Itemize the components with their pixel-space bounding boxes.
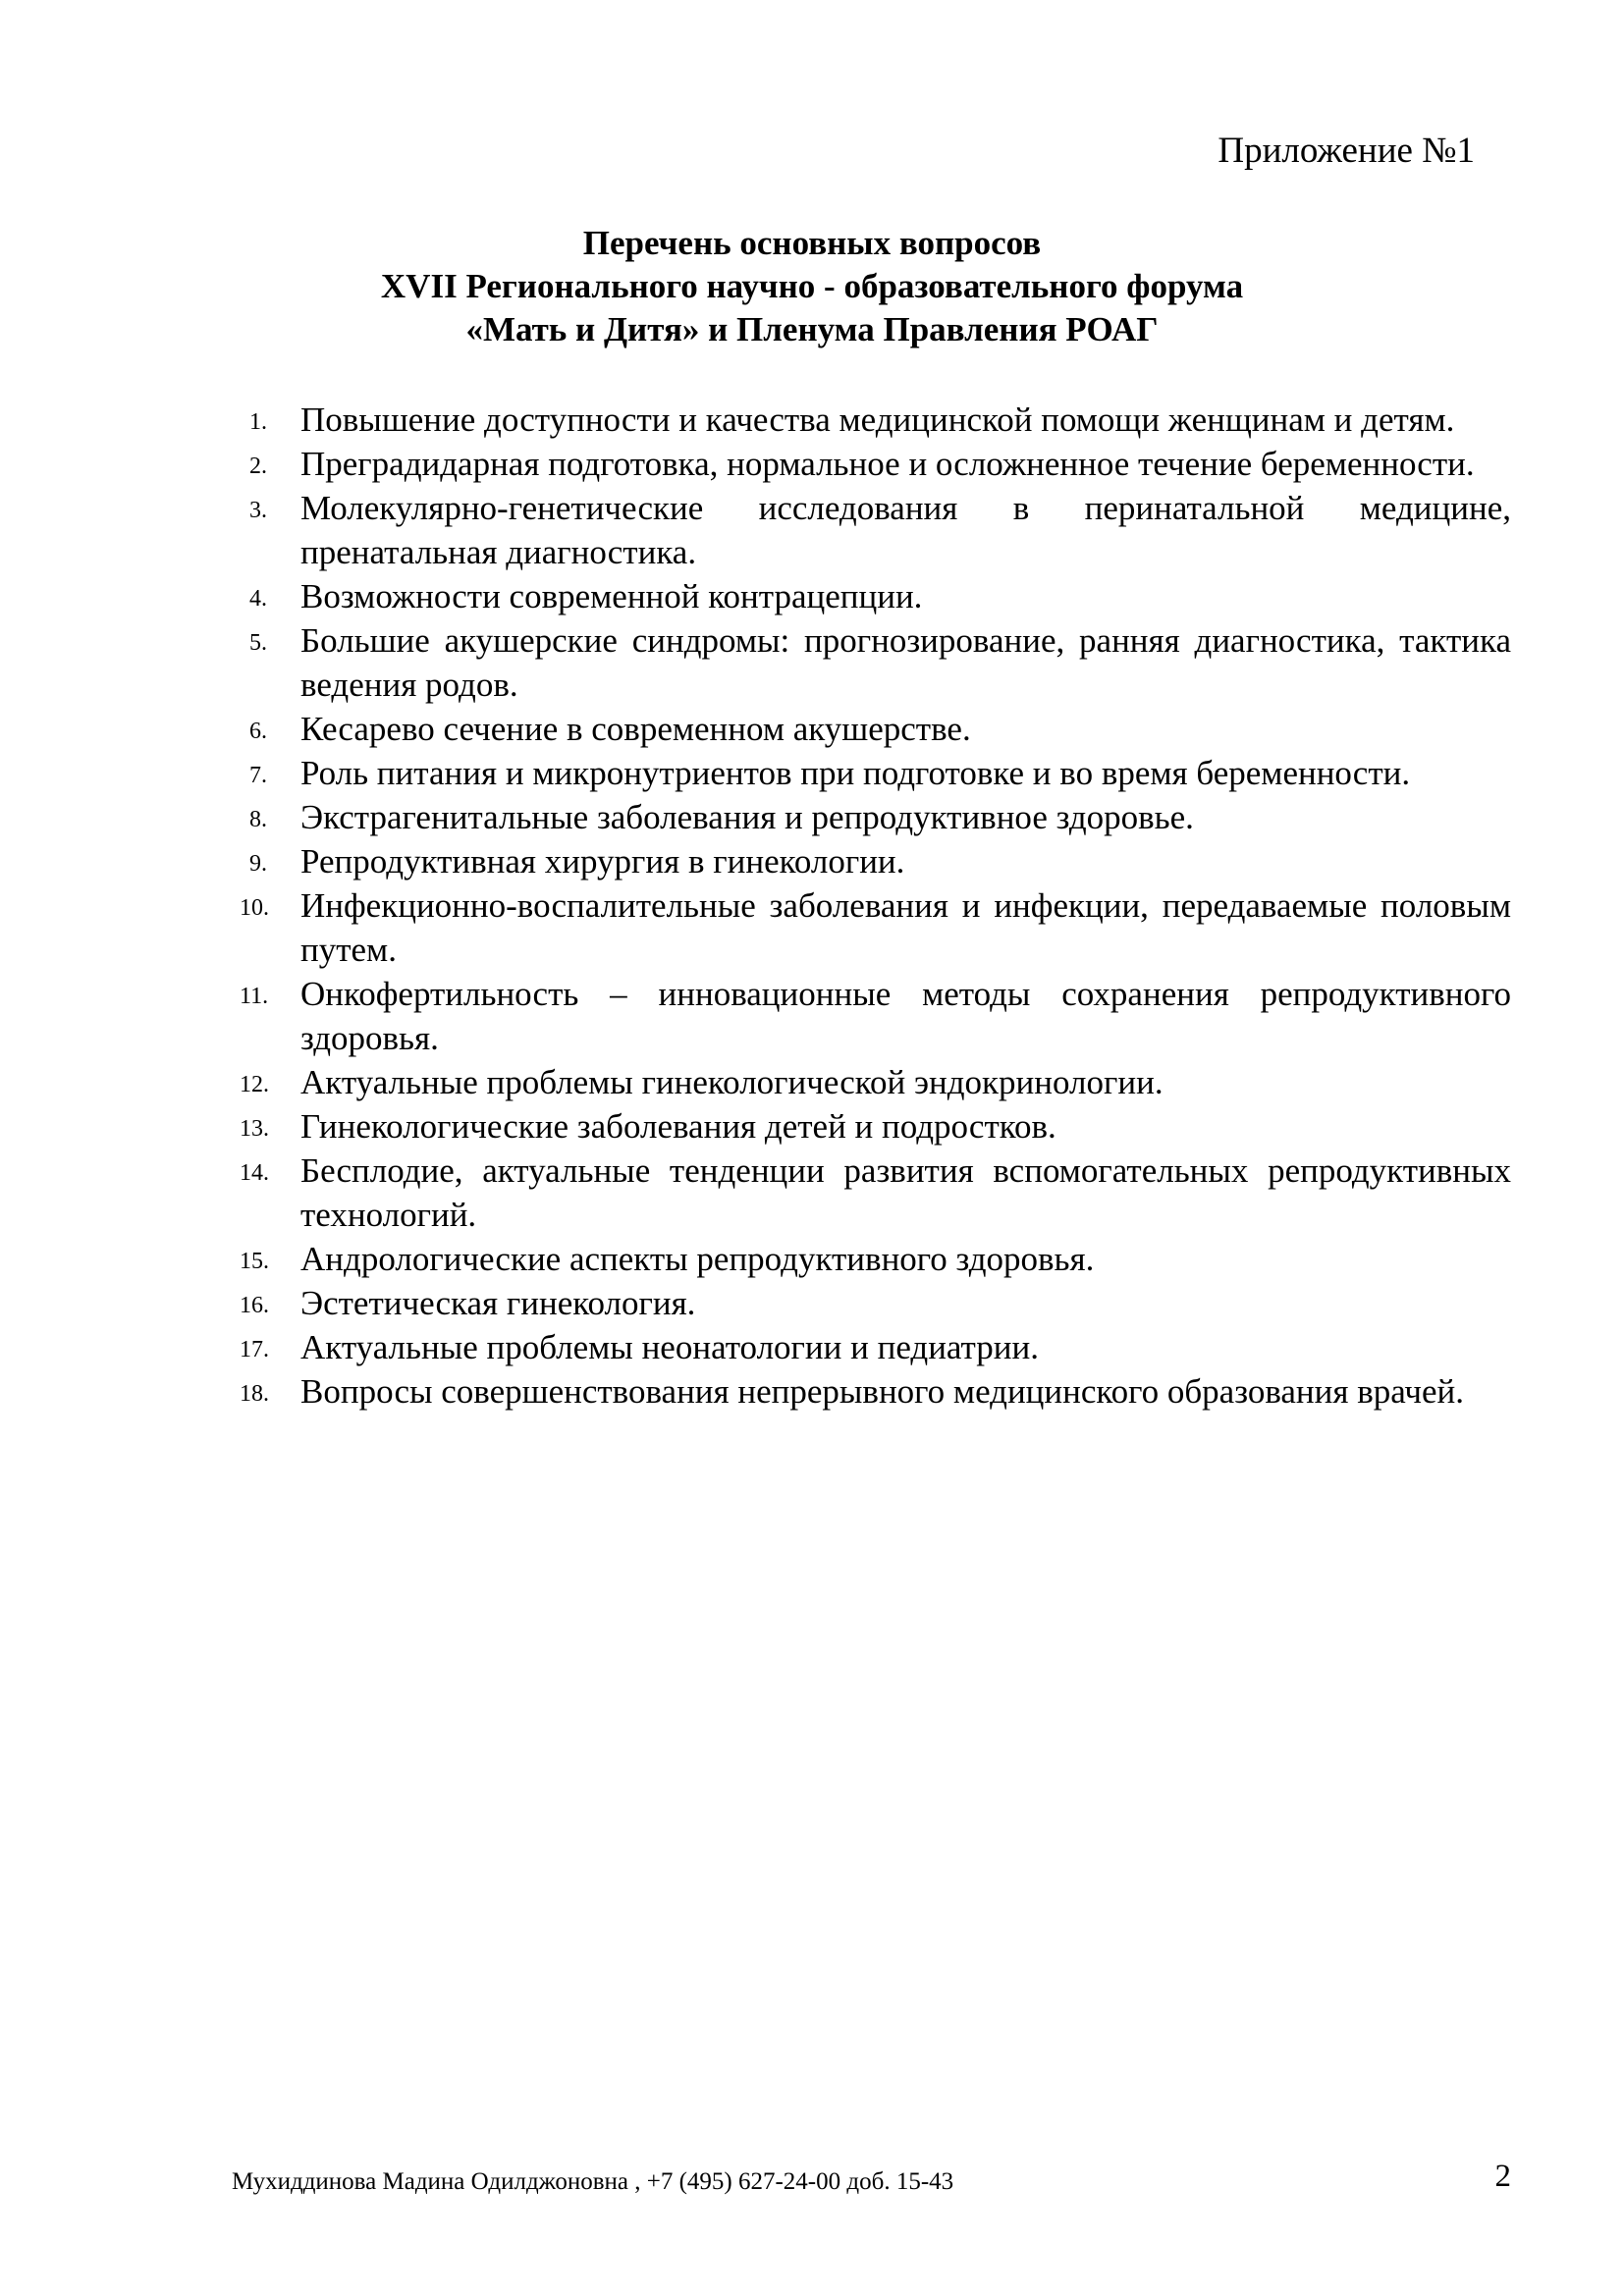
item-text: Эстетическая гинекология.	[300, 1284, 696, 1322]
list-item	[240, 1281, 1511, 1325]
item-number: 8.	[249, 807, 267, 832]
list-item	[249, 442, 1511, 486]
questions-list	[240, 398, 1511, 1414]
list-item	[240, 1104, 1511, 1148]
item-text: Роль питания и микронутриентов при подготовке и во время беременности.	[300, 754, 1411, 792]
item-number: 13.	[240, 1116, 269, 1142]
item-number: 4.	[249, 586, 267, 612]
item-number: 11.	[240, 984, 269, 1009]
list-item	[240, 883, 1511, 972]
item-number: 14.	[240, 1160, 269, 1186]
list-item	[249, 795, 1511, 839]
item-number: 6.	[249, 719, 267, 744]
item-number: 18.	[240, 1381, 269, 1407]
item-text: Инфекционно-воспалительные заболевания и инфекции, передаваемые половым путем.	[300, 886, 1511, 969]
heading-line-1: Перечень основных вопросов	[582, 224, 1042, 262]
heading-line-2: XVII Регионального научно - образовательного форума	[380, 267, 1244, 305]
item-text: Бесплодие, актуальные тенденции развития вспомогательных репродуктивных технологий.	[300, 1151, 1511, 1234]
list-item	[249, 618, 1511, 707]
list-item	[249, 839, 1511, 883]
list-item	[240, 1148, 1511, 1237]
item-number: 3.	[249, 498, 267, 523]
item-text: Онкофертильность – инновационные методы сохранения репродуктивного здоровья.	[300, 975, 1511, 1057]
list-item	[249, 751, 1511, 795]
item-number: 12.	[240, 1072, 269, 1097]
item-text: Возможности современной контрацепции.	[300, 577, 923, 615]
list-item	[240, 1060, 1511, 1104]
document-heading	[0, 222, 1624, 351]
item-text: Преградидарная подготовка, нормальное и осложненное течение беременности.	[300, 445, 1475, 483]
list-item	[240, 1237, 1511, 1281]
item-text: Гинекологические заболевания детей и подростков.	[300, 1107, 1056, 1146]
item-text: Кесарево сечение в современном акушерстве.	[300, 710, 971, 748]
item-text: Актуальные проблемы гинекологической эндокринологии.	[300, 1063, 1164, 1101]
list-item	[249, 574, 1511, 618]
list-item	[249, 707, 1511, 751]
item-text: Андрологические аспекты репродуктивного здоровья.	[300, 1240, 1095, 1278]
item-text: Экстрагенитальные заболевания и репродуктивное здоровье.	[300, 798, 1194, 836]
item-number: 16.	[240, 1293, 269, 1318]
item-number: 17.	[240, 1337, 269, 1362]
item-number: 7.	[249, 763, 267, 788]
list-item	[249, 398, 1511, 442]
footer-contact: Мухиддинова Мадина Одилджоновна , +7 (495) 627-24-00 доб. 15-43	[232, 2168, 954, 2195]
item-text: Репродуктивная хирургия в гинекологии.	[300, 842, 905, 881]
list-item	[249, 486, 1511, 574]
item-text: Большие акушерские синдромы: прогнозирование, ранняя диагностика, тактика ведения родов.	[300, 621, 1511, 704]
item-text: Актуальные проблемы неонатологии и педиатрии.	[300, 1328, 1039, 1366]
list-item	[240, 972, 1511, 1060]
item-number: 5.	[249, 630, 267, 656]
item-text: Вопросы совершенствования непрерывного медицинского образования врачей.	[300, 1372, 1465, 1411]
appendix-label: Приложение №1	[1218, 131, 1475, 171]
item-number: 15.	[240, 1249, 269, 1274]
item-text: Повышение доступности и качества медицинской помощи женщинам и детям.	[300, 400, 1455, 439]
heading-line-3: «Мать и Дитя» и Пленума Правления РОАГ	[465, 310, 1159, 348]
item-number: 10.	[240, 895, 269, 921]
list-item	[240, 1369, 1511, 1414]
item-number: 1.	[249, 409, 267, 435]
item-number: 9.	[249, 851, 267, 877]
page-number: 2	[1494, 2159, 1511, 2194]
item-number: 2.	[249, 454, 267, 479]
item-text: Молекулярно-генетические исследования в перинатальной медицине, пренатальная диагностика.	[300, 489, 1511, 571]
list-item	[240, 1325, 1511, 1369]
